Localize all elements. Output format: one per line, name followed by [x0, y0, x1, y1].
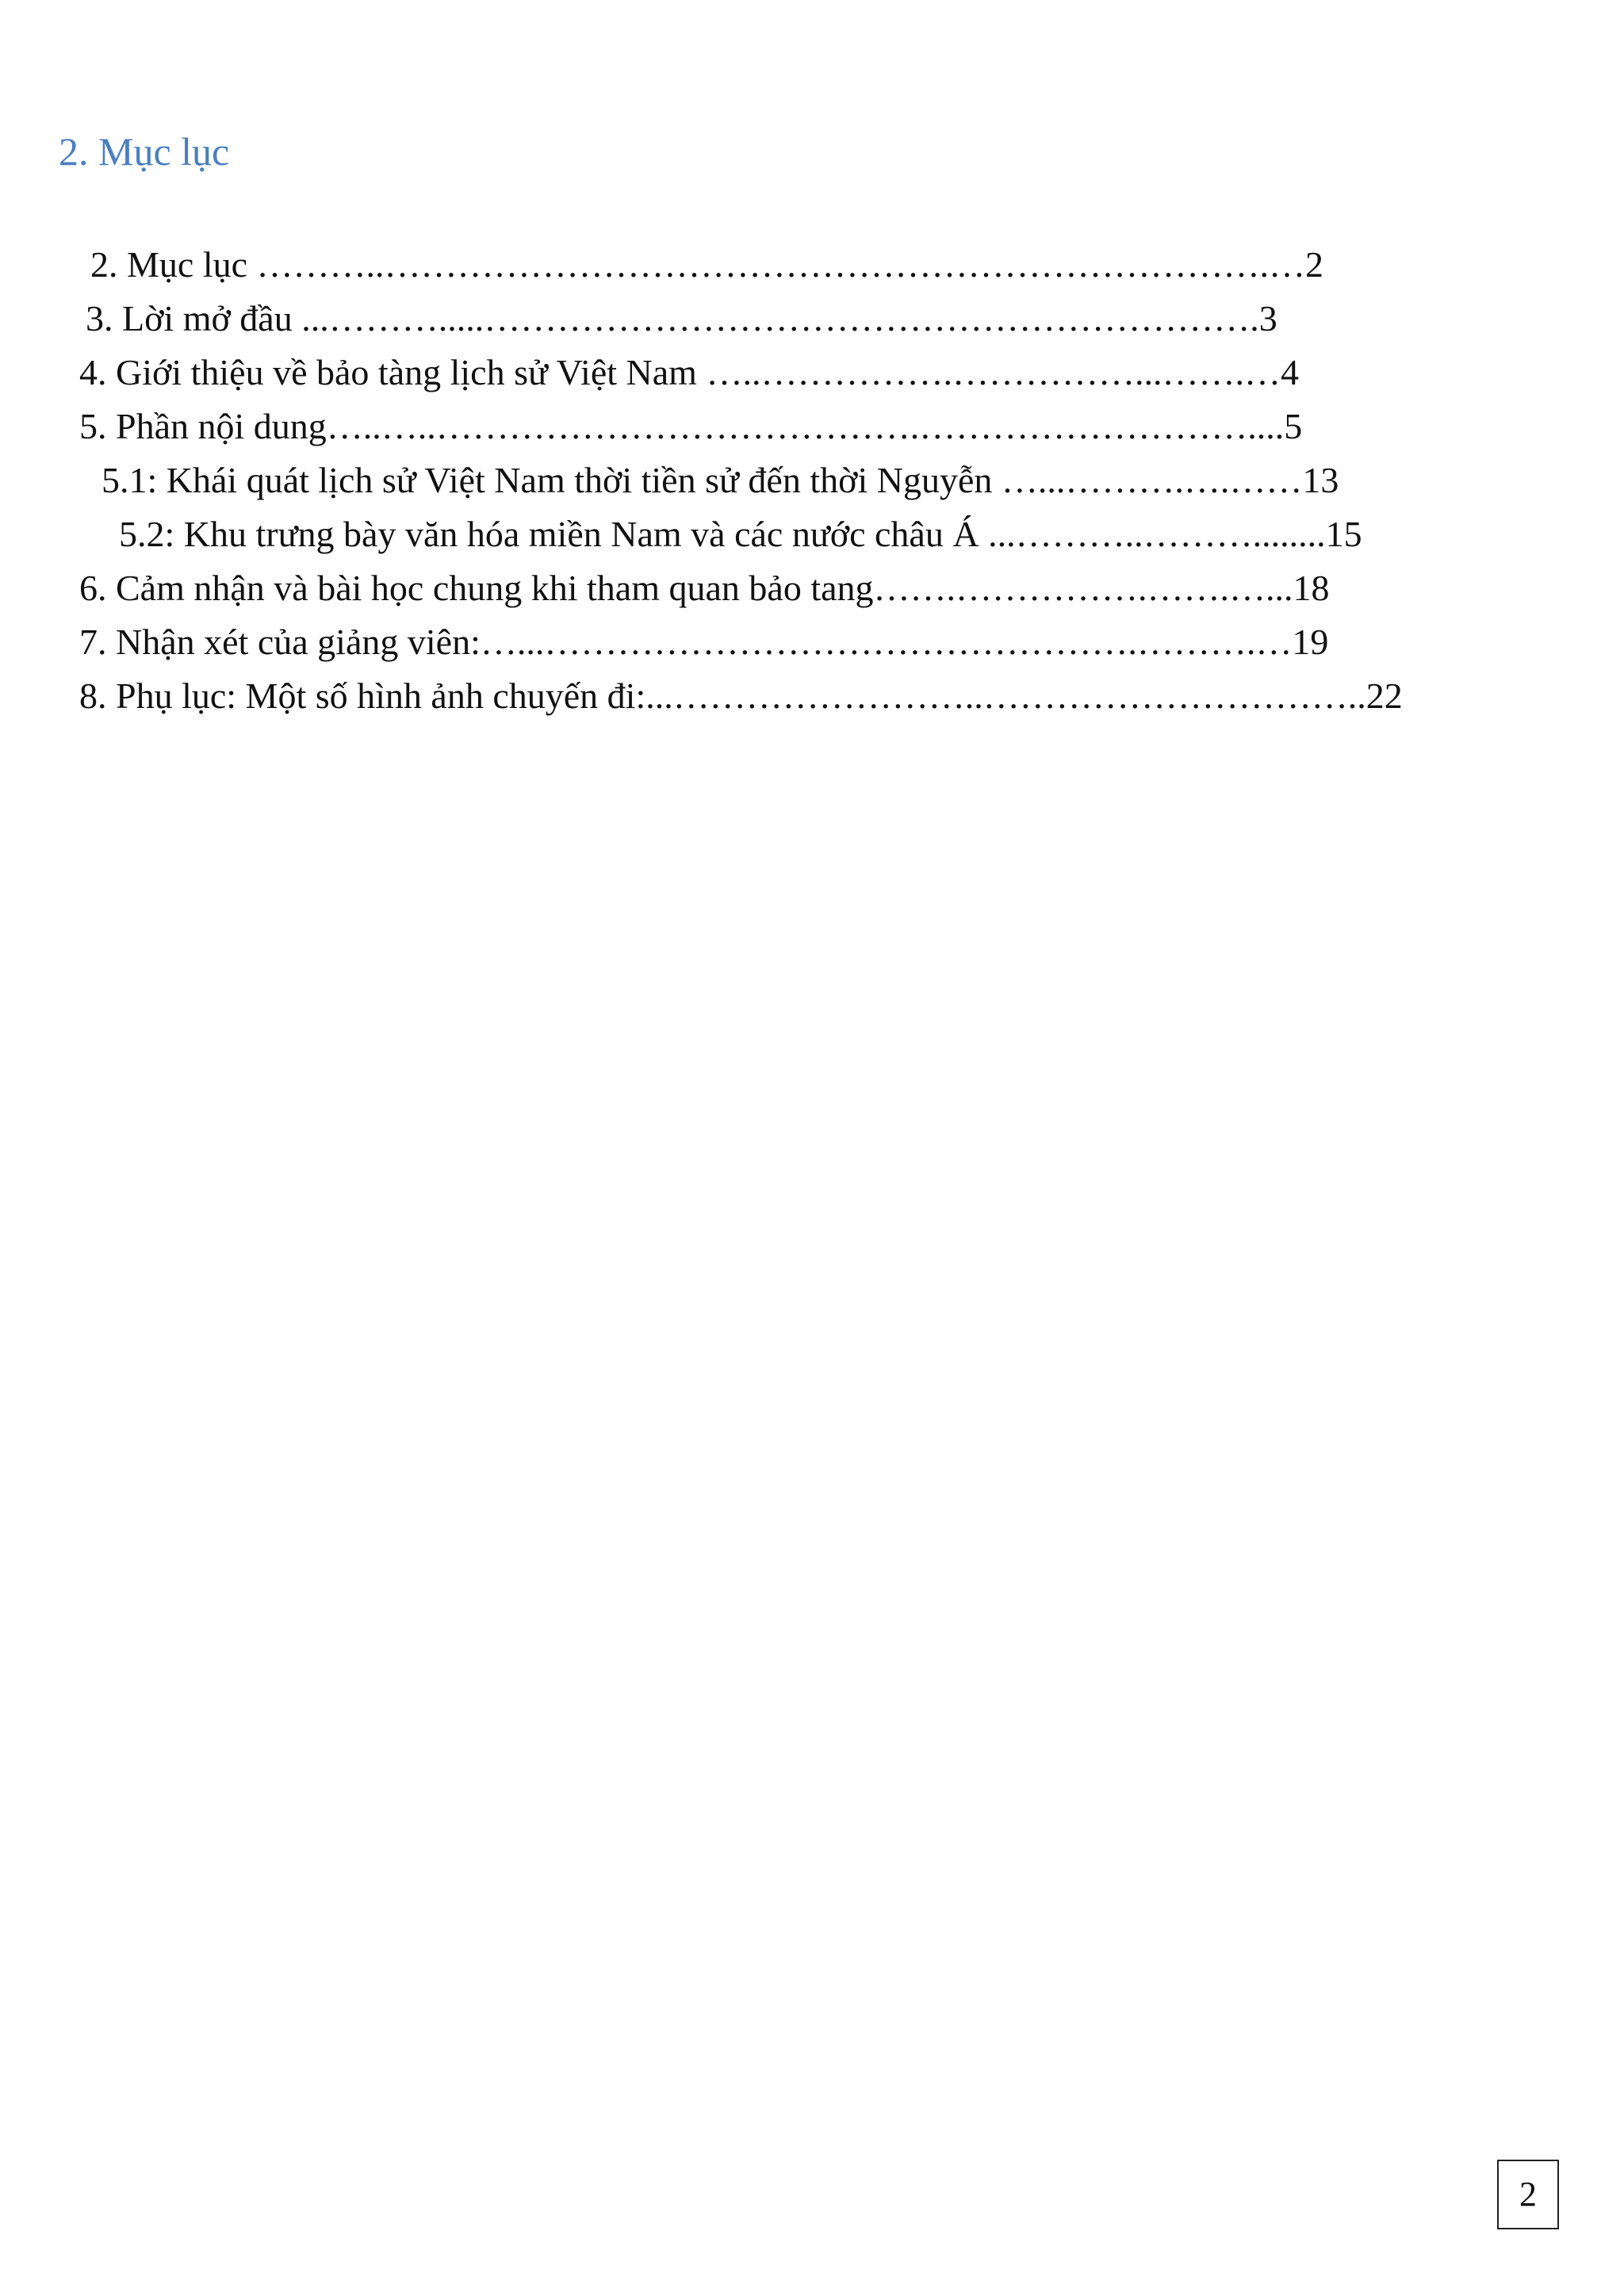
toc-entry-text: 3. Lời mở đầu ...……….....……………………………………………………….3: [86, 298, 1277, 339]
toc-entry-5-2[interactable]: [119, 507, 1567, 561]
toc-entry-muc-luc[interactable]: [90, 238, 1567, 292]
toc-entry-5-1[interactable]: [102, 453, 1567, 507]
page-number-box: [1497, 2160, 1559, 2229]
toc-entry-text: 7. Nhận xét của giảng viên:…...………………………………………….……….…19: [79, 622, 1329, 662]
toc-entry-phu-luc[interactable]: [79, 669, 1567, 723]
toc-entry-loi-mo-dau[interactable]: [86, 292, 1567, 346]
toc-entry-text: 5.1: Khái quát lịch sử Việt Nam thời tiền sử đến thời Nguyễn …...……….….……13: [102, 460, 1339, 500]
page-number: 2: [1519, 2175, 1537, 2214]
toc-entry-text: 6. Cảm nhận và bài học chung khi tham quan bảo tang…….…………….…….…...18: [79, 568, 1330, 608]
toc-entry-cam-nhan[interactable]: [79, 561, 1567, 615]
toc-entry-text: 8. Phụ lục: Một số hình ảnh chuyến đi:...……………………..…………………………..22: [79, 675, 1403, 716]
toc-entry-phan-noi-dung[interactable]: [79, 400, 1567, 453]
page-heading: 2. Mục lục: [59, 129, 230, 174]
toc-entry-text: 5. Phần nội dung…..…..………………………………….………………………....5: [79, 406, 1303, 446]
toc-entry-nhan-xet[interactable]: [79, 615, 1567, 669]
toc-entry-text: 4. Giới thiệu về bảo tàng lịch sử Việt Nam …..…………….……………...…….…4: [79, 352, 1299, 392]
toc-entry-gioi-thieu[interactable]: [79, 346, 1567, 400]
toc-entry-text: 2. Mục lục ………..……………………………………………………………….…2: [90, 244, 1324, 285]
toc-entry-text: 5.2: Khu trưng bày văn hóa miền Nam và các nước châu Á ...………..………........15: [119, 514, 1362, 554]
